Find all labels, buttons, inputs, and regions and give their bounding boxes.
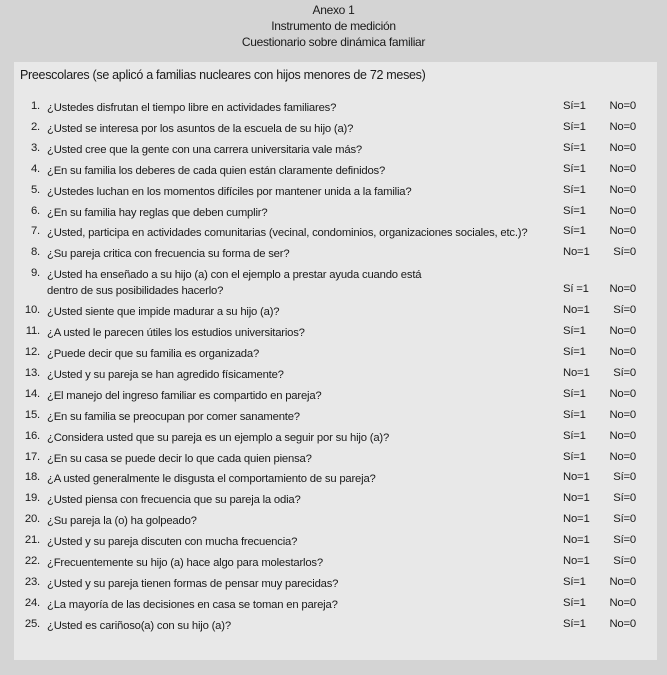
- question-text: ¿El manejo del ingreso familiar es compartido en pareja?: [47, 389, 322, 402]
- question-row: [14, 346, 657, 362]
- question-number: 25.: [24, 617, 40, 630]
- question-text: ¿La mayoría de las decisiones en casa se toman en pareja?: [47, 598, 338, 611]
- score-option-1: No=1: [563, 555, 590, 567]
- question-number: 18.: [24, 471, 40, 484]
- question-text: ¿Usted siente que impide madurar a su hijo (a)?: [47, 306, 280, 319]
- question-number: 11.: [25, 325, 40, 338]
- question-text: ¿Usted se interesa por los asuntos de la escuela de su hijo (a)?: [47, 122, 354, 135]
- score-option-1: Sí =1: [563, 283, 589, 296]
- question-row: [14, 388, 657, 404]
- score-option-2: No=0: [609, 408, 636, 421]
- question-text: ¿Usted cree que la gente con una carrera universitaria vale más?: [47, 143, 362, 156]
- question-number: 1.: [30, 100, 40, 112]
- score-option-2: Sí=0: [613, 513, 636, 526]
- score-option-1: Sí=1: [563, 617, 586, 630]
- question-row: [14, 121, 657, 137]
- question-text: ¿Usted es cariñoso(a) con su hijo (a)?: [47, 619, 231, 632]
- question-number: 17.: [24, 450, 40, 463]
- question-number: 21.: [24, 534, 40, 547]
- score-option-1: Sí=1: [563, 162, 586, 175]
- score-option-2: No=0: [609, 120, 636, 133]
- question-row: [14, 471, 657, 487]
- score-option-1: Sí=1: [563, 204, 586, 217]
- questionnaire-panel: [14, 62, 657, 660]
- question-number: 10.: [24, 304, 40, 317]
- score-option-2: No=0: [609, 100, 636, 112]
- score-option-1: No=1: [563, 304, 590, 317]
- question-number: 14.: [24, 387, 40, 400]
- score-option-2: No=0: [609, 183, 636, 196]
- score-option-2: No=0: [609, 162, 636, 175]
- question-text: ¿Usted piensa con frecuencia que su pareja la odia?: [47, 494, 301, 507]
- question-text: ¿Usted y su pareja tienen formas de pensar muy parecidas?: [47, 577, 339, 590]
- question-text: ¿En su familia hay reglas que deben cumplir?: [47, 206, 268, 219]
- score-option-1: Sí=1: [563, 120, 586, 133]
- score-option-1: Sí=1: [563, 183, 586, 196]
- score-option-2: No=0: [609, 575, 636, 588]
- question-text: ¿Usted y su pareja se han agredido físicamente?: [47, 368, 284, 381]
- question-row: [14, 430, 657, 446]
- question-row: [14, 304, 657, 320]
- question-row: [14, 492, 657, 508]
- question-number: 2.: [30, 120, 40, 133]
- score-option-1: No=1: [563, 534, 590, 547]
- question-number: 3.: [30, 141, 40, 154]
- question-text: ¿Usted ha enseñado a su hijo (a) con el ejemplo a prestar ayuda cuando está dentro de sus posibilidades hacerlo?: [47, 269, 422, 298]
- score-option-2: No=0: [609, 141, 636, 154]
- question-text: ¿Considera usted que su pareja es un ejemplo a seguir por su hijo (a)?: [47, 431, 390, 444]
- question-number: 13.: [24, 366, 40, 379]
- question-number: 12.: [24, 346, 40, 358]
- score-option-1: No=1: [563, 471, 590, 484]
- question-number: 19.: [24, 492, 40, 505]
- question-row: [14, 184, 657, 200]
- score-option-1: Sí=1: [563, 387, 586, 400]
- score-option-2: Sí=0: [613, 555, 636, 567]
- question-number: 6.: [30, 204, 40, 217]
- score-option-2: No=0: [609, 325, 636, 338]
- score-option-2: Sí=0: [613, 366, 636, 379]
- question-row: [14, 513, 657, 529]
- score-option-2: Sí=0: [613, 534, 636, 547]
- question-text: ¿En su casa se puede decir lo que cada quien piensa?: [47, 452, 312, 465]
- score-option-1: Sí=1: [563, 575, 586, 588]
- document-title: Instrumento de medición: [271, 19, 396, 33]
- question-row: [14, 267, 657, 298]
- score-option-1: Sí=1: [563, 429, 586, 442]
- question-number: 9.: [30, 267, 40, 280]
- question-row: [14, 576, 657, 592]
- question-row: [14, 409, 657, 425]
- score-option-1: Sí=1: [563, 100, 586, 112]
- score-option-1: Sí=1: [563, 141, 586, 154]
- question-row: [14, 618, 657, 634]
- score-option-2: No=0: [609, 346, 636, 358]
- question-text: ¿En su familia los deberes de cada quien están claramente definidos?: [47, 164, 386, 177]
- score-option-1: No=1: [563, 513, 590, 526]
- section-heading: Preescolares (se aplicó a familias nucleares con hijos menores de 72 meses): [20, 68, 426, 82]
- question-number: 24.: [24, 596, 40, 609]
- question-text: ¿Frecuentemente su hijo (a) hace algo para molestarlos?: [47, 557, 323, 569]
- question-number: 20.: [24, 513, 40, 526]
- question-number: 23.: [24, 575, 40, 588]
- question-text: ¿A usted le parecen útiles los estudios universitarios?: [47, 327, 305, 340]
- score-option-1: Sí=1: [563, 325, 586, 338]
- score-option-1: Sí=1: [563, 408, 586, 421]
- question-text: ¿En su familia se preocupan por comer sanamente?: [47, 410, 300, 423]
- question-number: 16.: [24, 429, 40, 442]
- score-option-2: Sí=0: [613, 304, 636, 317]
- question-text: ¿Su pareja la (o) ha golpeado?: [47, 515, 197, 528]
- score-option-1: Sí=1: [563, 450, 586, 463]
- score-option-2: No=0: [609, 596, 636, 609]
- question-text: ¿Ustedes disfrutan el tiempo libre en actividades familiares?: [47, 102, 337, 114]
- score-option-2: Sí=0: [613, 492, 636, 505]
- question-row: [14, 451, 657, 467]
- question-row: [14, 367, 657, 383]
- question-text: ¿Ustedes luchan en los momentos difíciles por mantener unida a la familia?: [47, 185, 412, 198]
- question-row: [14, 163, 657, 179]
- question-row: [14, 325, 657, 341]
- score-option-2: No=0: [609, 617, 636, 630]
- score-option-2: No=0: [609, 283, 636, 296]
- question-row: [14, 246, 657, 262]
- question-text: ¿Usted, participa en actividades comunitarias (vecinal, condominios, organizaciones sociales, etc.)?: [47, 227, 528, 240]
- score-option-1: Sí=1: [563, 225, 586, 238]
- question-text: ¿Su pareja critica con frecuencia su forma de ser?: [47, 248, 290, 261]
- question-number: 22.: [24, 555, 40, 567]
- question-row: [14, 100, 657, 116]
- question-number: 8.: [30, 246, 40, 259]
- score-option-1: No=1: [563, 246, 590, 259]
- question-row: [14, 225, 657, 241]
- score-option-2: No=0: [609, 429, 636, 442]
- score-option-2: No=0: [609, 225, 636, 238]
- score-option-2: No=0: [609, 387, 636, 400]
- question-number: 5.: [30, 183, 40, 196]
- score-option-1: Sí=1: [563, 346, 586, 358]
- question-row: [14, 597, 657, 613]
- score-option-2: Sí=0: [613, 471, 636, 484]
- question-row: [14, 142, 657, 158]
- question-row: [14, 534, 657, 550]
- score-option-1: Sí=1: [563, 596, 586, 609]
- document-subtitle: Cuestionario sobre dinámica familiar: [241, 35, 426, 49]
- score-option-1: No=1: [563, 366, 590, 379]
- question-number: 7.: [30, 225, 40, 238]
- annex-label: Anexo 1: [312, 3, 355, 17]
- score-option-2: No=0: [609, 204, 636, 217]
- score-option-2: Sí=0: [613, 246, 636, 259]
- question-text: ¿Usted y su pareja discuten con mucha frecuencia?: [47, 536, 298, 549]
- question-row: [14, 555, 657, 571]
- question-text: ¿Puede decir que su familia es organizada?: [47, 348, 260, 360]
- question-number: 15.: [24, 408, 40, 421]
- score-option-1: No=1: [563, 492, 590, 505]
- question-text: ¿A usted generalmente le disgusta el comportamiento de su pareja?: [47, 473, 376, 486]
- score-option-2: No=0: [609, 450, 636, 463]
- question-row: [14, 205, 657, 221]
- question-number: 4.: [30, 162, 40, 175]
